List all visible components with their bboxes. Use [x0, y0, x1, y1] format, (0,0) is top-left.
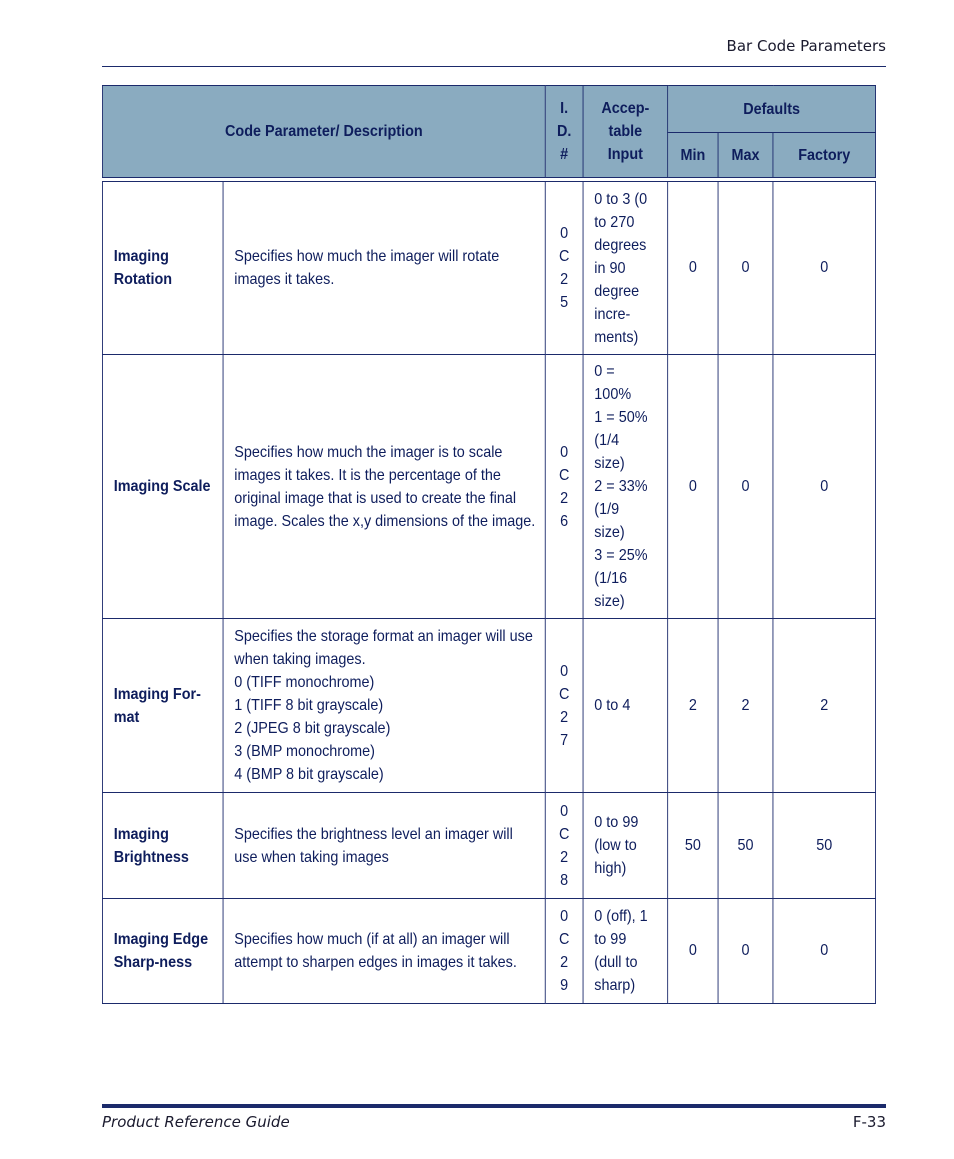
description-line: 1 (TIFF 8 bit grayscale): [234, 697, 384, 714]
footer-rule: [102, 1104, 886, 1108]
id-char: 0: [560, 443, 569, 461]
id-char: C: [558, 248, 570, 265]
parameter-name: Imaging For-mat: [102, 619, 223, 793]
id-char: 7: [560, 731, 569, 749]
input-line: to 270: [594, 213, 635, 231]
description-line: Specifies the storage format an imager will use when taking images.: [234, 628, 533, 668]
acceptable-input: [583, 355, 668, 619]
id-char: C: [558, 466, 570, 484]
parameter-description: [223, 619, 545, 793]
parameter-id: [545, 619, 583, 793]
input-line: size): [594, 593, 625, 610]
table-row: [102, 899, 875, 1004]
input-line: in 90: [594, 259, 626, 277]
default-min: 0: [668, 899, 718, 1004]
input-line: high): [594, 860, 627, 877]
input-line: degree: [594, 282, 640, 300]
table-row: [102, 355, 875, 619]
input-line: 0 to 4: [594, 697, 631, 714]
parameter-description: [223, 182, 545, 355]
input-line: (1/4: [594, 432, 620, 449]
input-line: (1/9: [594, 501, 620, 518]
default-factory: 0: [773, 355, 876, 619]
default-factory: 50: [773, 793, 876, 899]
default-factory: 0: [773, 182, 876, 355]
input-line: (1/16: [594, 570, 628, 587]
input-line: ments): [594, 328, 639, 346]
default-max: 0: [718, 182, 773, 355]
parameter-id: [545, 182, 583, 355]
acceptable-input: [583, 182, 668, 355]
default-min: 0: [668, 182, 718, 355]
parameter-name: Imaging Edge Sharp-ness: [102, 899, 223, 1004]
id-char: 0: [560, 225, 569, 242]
footer-guide-title: Product Reference Guide: [102, 1113, 290, 1131]
parameter-name: Imaging Scale: [102, 355, 223, 619]
id-char: 2: [560, 954, 569, 971]
default-factory: 2: [773, 619, 876, 793]
description-line: 3 (BMP monochrome): [234, 743, 375, 760]
header-min: Min: [668, 133, 718, 178]
table-row: [102, 182, 875, 355]
header-defaults: Defaults: [668, 86, 876, 133]
description-line: Specifies the brightness level an imager will use when taking images: [234, 825, 513, 866]
id-char: C: [558, 685, 570, 703]
acceptable-input: [583, 619, 668, 793]
input-line: 0 (off), 1: [594, 908, 648, 925]
id-char: 2: [560, 848, 569, 866]
id-char: 2: [560, 271, 569, 288]
input-line: (low to: [594, 837, 637, 854]
parameter-description: [223, 793, 545, 899]
parameter-name: Imaging Rotation: [102, 182, 223, 355]
description-line: 2 (JPEG 8 bit grayscale): [234, 720, 391, 737]
id-char: 0: [560, 908, 569, 925]
id-char: 0: [560, 802, 569, 820]
id-char: 8: [560, 871, 569, 889]
input-line: 3 = 25%: [594, 547, 648, 564]
input-line: to 99: [594, 931, 627, 948]
id-char: C: [558, 931, 570, 948]
acceptable-input: [583, 899, 668, 1004]
input-line: 1 = 50%: [594, 409, 648, 426]
parameter-name: Imaging Brightness: [102, 793, 223, 899]
parameter-description: [223, 899, 545, 1004]
footer-page-number: F-33: [852, 1113, 886, 1131]
default-min: 50: [668, 793, 718, 899]
description-line: Specifies how much the imager will rotate images it takes.: [234, 248, 500, 288]
description-line: 0 (TIFF monochrome): [234, 674, 375, 691]
table-row: [102, 619, 875, 793]
input-line: 0 to 99: [594, 814, 639, 831]
input-line: (dull to: [594, 954, 638, 971]
input-line: size): [594, 524, 625, 541]
parameter-description: [223, 355, 545, 619]
default-max: 2: [718, 619, 773, 793]
header-max: Max: [718, 133, 773, 178]
default-min: 0: [668, 355, 718, 619]
id-char: 2: [560, 489, 569, 507]
default-factory: 0: [773, 899, 876, 1004]
table-row: [102, 793, 875, 899]
input-line: degrees: [594, 236, 647, 254]
default-min: 2: [668, 619, 718, 793]
id-char: 0: [560, 662, 569, 680]
header-param-description: Code Parameter/ Description: [102, 86, 545, 178]
input-line: 2 = 33%: [594, 478, 648, 495]
id-char: 6: [560, 512, 569, 530]
acceptable-input: [583, 793, 668, 899]
header-id: I. D. #: [545, 86, 583, 178]
default-max: 0: [718, 355, 773, 619]
id-char: 9: [560, 977, 569, 994]
input-line: 0 =: [594, 363, 615, 380]
default-max: 50: [718, 793, 773, 899]
parameter-id: [545, 899, 583, 1004]
page-header-title: Bar Code Parameters: [726, 37, 886, 55]
description-line: Specifies how much (if at all) an imager will attempt to sharpen edges in images it takes.: [234, 931, 517, 971]
id-char: C: [558, 825, 570, 843]
input-line: incre-: [594, 305, 631, 323]
description-line: 4 (BMP 8 bit grayscale): [234, 766, 384, 783]
input-line: 100%: [594, 386, 632, 403]
id-char: 5: [560, 294, 569, 311]
input-line: 0 to 3 (0: [594, 190, 648, 208]
input-line: sharp): [594, 977, 636, 994]
header-acceptable-input: Accep- table Input: [583, 86, 668, 178]
parameter-id: [545, 793, 583, 899]
default-max: 0: [718, 899, 773, 1004]
parameter-id: [545, 355, 583, 619]
input-line: size): [594, 455, 625, 472]
header-factory: Factory: [773, 133, 876, 178]
description-line: Specifies how much the imager is to scale images it takes. It is the percentage of the original image that is used to create the final image. Scales the x,y dimensions of the image.: [234, 443, 536, 530]
parameter-table: [102, 85, 876, 1004]
header-rule: [102, 66, 886, 67]
id-char: 2: [560, 708, 569, 726]
